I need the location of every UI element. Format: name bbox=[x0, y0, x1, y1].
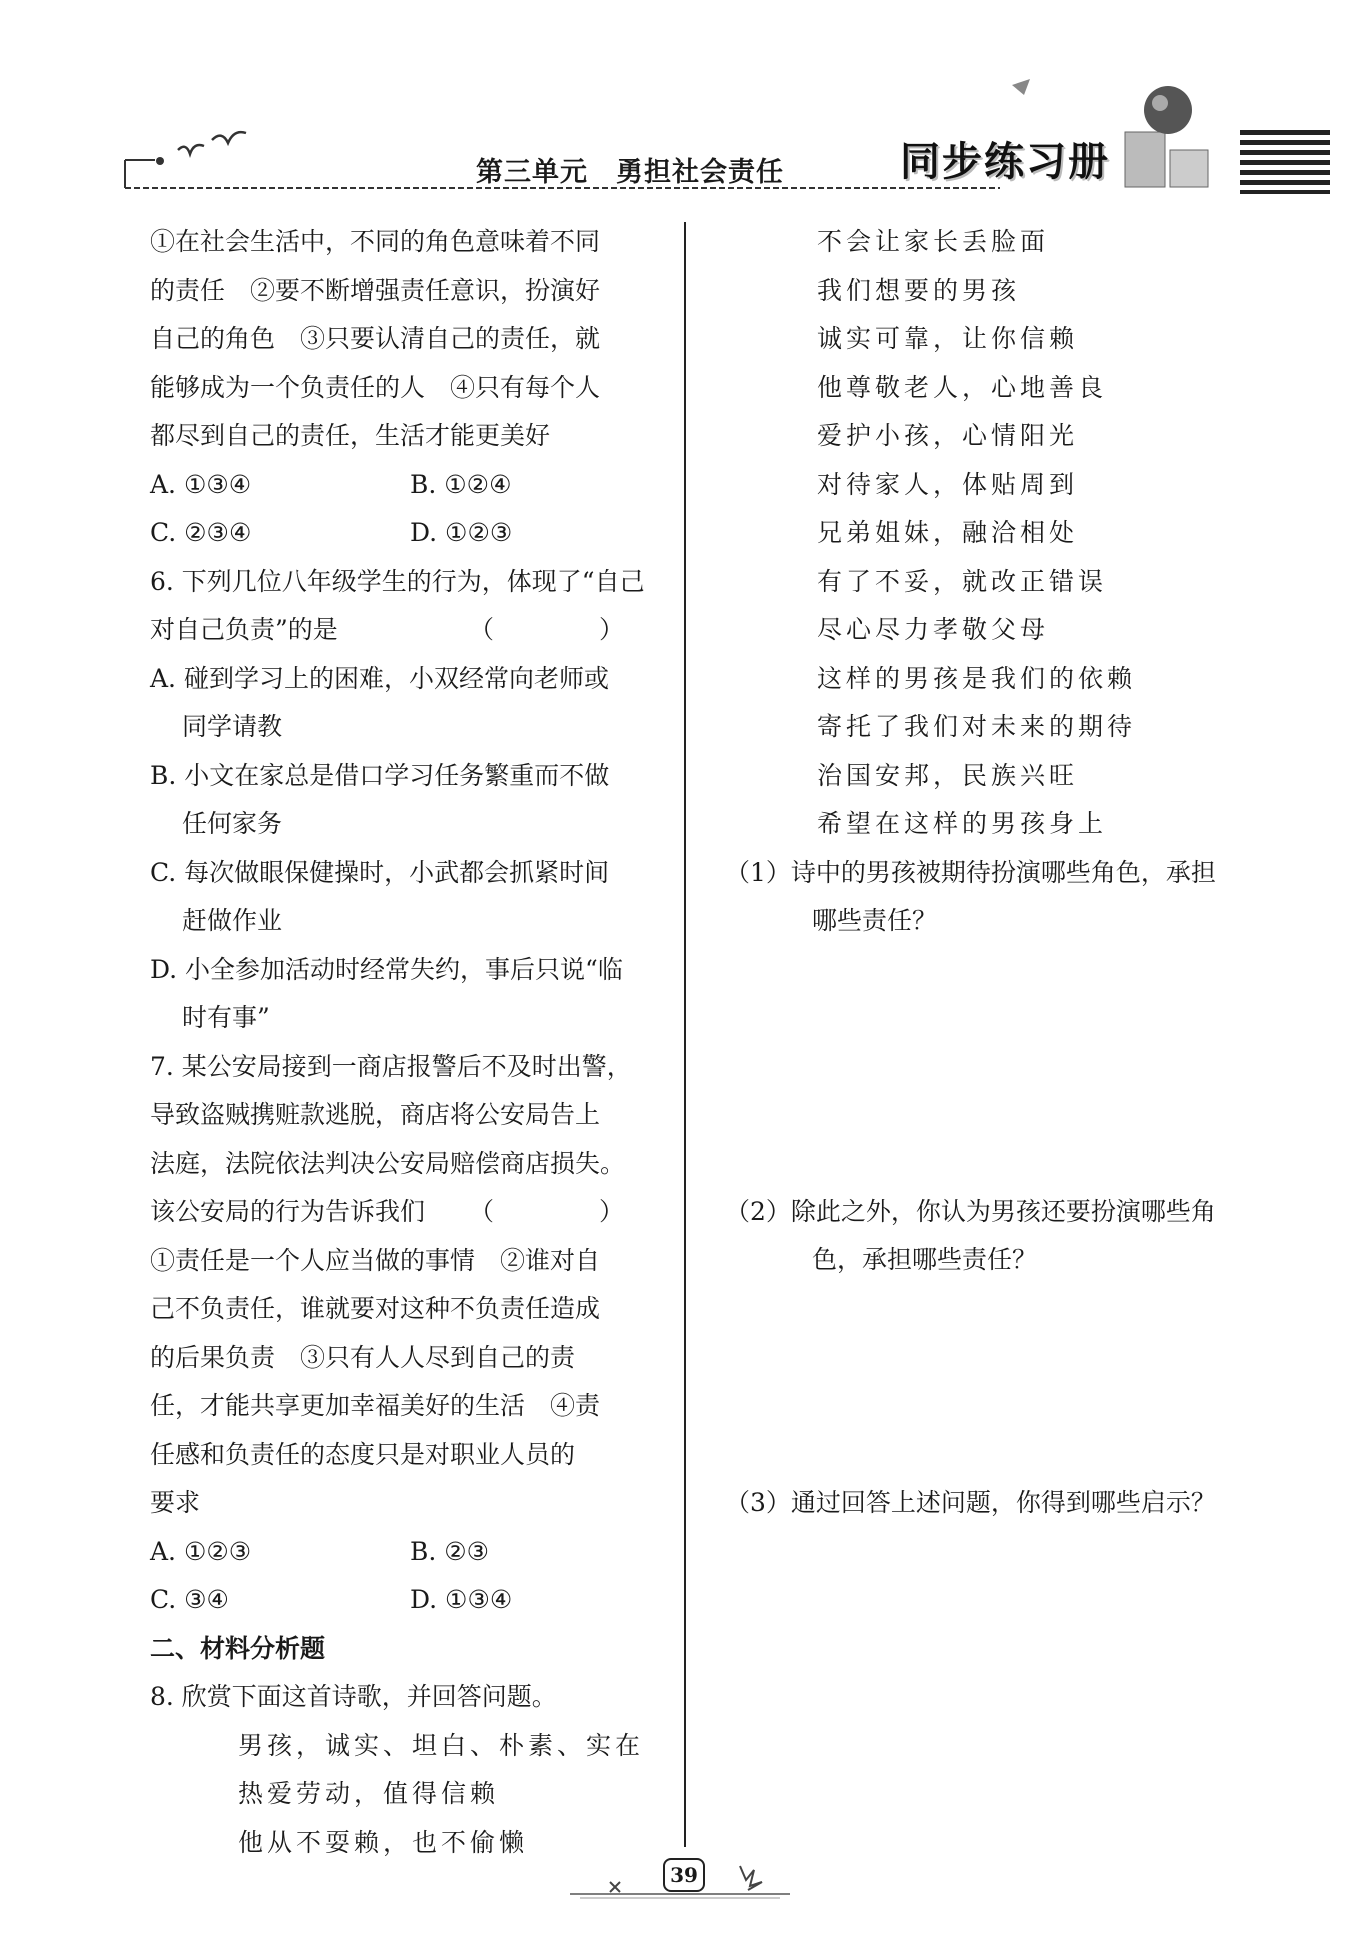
q7-statement: 要求 bbox=[150, 1488, 201, 1517]
right-column bbox=[725, 218, 1285, 1727]
poem-line: 他尊敬老人，心地善良 bbox=[817, 372, 1108, 402]
q5-option-d: D. ①②③ bbox=[410, 518, 513, 547]
poem-line: 热爱劳动，值得信赖 bbox=[238, 1779, 500, 1808]
poem-line: 他从不耍赖，也不偷懒 bbox=[238, 1827, 529, 1857]
q6-option-b-cont: 任何家务 bbox=[182, 809, 283, 838]
poem-line: 治国安邦，民族兴旺 bbox=[817, 760, 1079, 790]
q7-stem: 该公安局的行为告诉我们 bbox=[150, 1197, 426, 1226]
poem-line: 这样的男孩是我们的依赖 bbox=[817, 663, 1137, 693]
q7-stem-line bbox=[150, 1188, 670, 1237]
q7-options-row bbox=[150, 1528, 670, 1577]
q5-statement: 的责任 ②要不断增强责任意识，扮演好 bbox=[150, 275, 601, 305]
poem-line: 爱护小孩，心情阳光 bbox=[817, 421, 1079, 450]
q5-statement: 能够成为一个负责任的人 ④只有每个人 bbox=[150, 372, 601, 402]
q5-statement: ①在社会生活中，不同的角色意味着不同 bbox=[150, 227, 601, 256]
poem-line: 我们想要的男孩 bbox=[817, 275, 1021, 305]
q6-option-a-cont: 同学请教 bbox=[182, 712, 283, 741]
q7-statement: 任，才能共享更加幸福美好的生活 ④责 bbox=[150, 1391, 601, 1420]
q7-statement: 的后果负责 ③只有人人尽到自己的责 bbox=[150, 1342, 576, 1372]
left-column bbox=[150, 218, 670, 1867]
sub-question-2: （2）除此之外，你认为男孩还要扮演哪些角 bbox=[725, 1196, 1216, 1226]
q7-option-c: C. ③④ bbox=[150, 1585, 229, 1614]
page-footer bbox=[560, 1852, 800, 1912]
q7-option-b: B. ②③ bbox=[410, 1536, 490, 1566]
column-divider bbox=[684, 222, 686, 1847]
q6-stem-line bbox=[150, 606, 670, 655]
book-title: 同步练习册 bbox=[900, 139, 1110, 185]
q5-option-b: B. ①②④ bbox=[410, 469, 512, 499]
poem-line: 有了不妥，就改正错误 bbox=[817, 566, 1108, 596]
q7-stem: 7. 某公安局接到一商店报警后不及时出警， bbox=[150, 1051, 632, 1081]
q5-option-a: A. ①③④ bbox=[150, 469, 252, 499]
sub-question-1-cont: 哪些责任？ bbox=[812, 906, 938, 935]
answer-space[interactable] bbox=[725, 1527, 1285, 1727]
q6-stem: 6. 下列几位八年级学生的行为，体现了“自己 bbox=[150, 566, 645, 596]
poem-line: 不会让家长丢脸面 bbox=[817, 227, 1050, 256]
q6-option-d-cont: 时有事” bbox=[182, 1003, 270, 1032]
section-title: 二、材料分析题 bbox=[150, 1633, 326, 1663]
q6-option-d: D. 小全参加活动时经常失约，事后只说“临 bbox=[150, 954, 623, 984]
answer-space[interactable] bbox=[725, 1285, 1285, 1479]
q5-option-c: C. ②③④ bbox=[150, 518, 252, 547]
q6-option-c: C. 每次做眼保健操时，小武都会抓紧时间 bbox=[150, 857, 610, 887]
q7-options-row bbox=[150, 1576, 670, 1625]
page-number: 39 bbox=[663, 1858, 705, 1892]
poem-line: 兄弟姐妹，融洽相处 bbox=[817, 518, 1079, 547]
poem-line: 尽心尽力孝敬父母 bbox=[817, 615, 1050, 644]
q6-option-b: B. 小文在家总是借口学习任务繁重而不做 bbox=[150, 760, 610, 790]
q5-options-row bbox=[150, 461, 670, 510]
sub-question-2-cont: 色，承担哪些责任？ bbox=[812, 1245, 1038, 1274]
q7-statement: 己不负责任，谁就要对这种不负责任造成 bbox=[150, 1294, 601, 1323]
answer-paren: （ ） bbox=[468, 615, 664, 644]
sub-question-1: （1）诗中的男孩被期待扮演哪些角色，承担 bbox=[725, 857, 1216, 887]
q7-option-d: D. ①③④ bbox=[410, 1585, 513, 1614]
sub-question-3: （3）通过回答上述问题，你得到哪些启示？ bbox=[725, 1487, 1216, 1517]
q7-stem: 法庭，法院依法判决公安局赔偿商店损失。 bbox=[150, 1148, 626, 1178]
poem-line: 诚实可靠，让你信赖 bbox=[817, 324, 1079, 353]
q6-option-c-cont: 赶做作业 bbox=[182, 906, 283, 935]
q7-statement: ①责任是一个人应当做的事情 ②谁对自 bbox=[150, 1245, 601, 1275]
q7-statement: 任感和负责任的态度只是对职业人员的 bbox=[150, 1439, 576, 1469]
q5-statement: 自己的角色 ③只要认清自己的责任，就 bbox=[150, 324, 601, 353]
q5-statement: 都尽到自己的责任，生活才能更美好 bbox=[150, 421, 551, 450]
q7-stem: 导致盗贼携赃款逃脱，商店将公安局告上 bbox=[150, 1100, 601, 1129]
poem-line: 寄托了我们对未来的期待 bbox=[817, 712, 1137, 741]
q5-options-row bbox=[150, 509, 670, 558]
poem-line: 希望在这样的男孩身上 bbox=[817, 809, 1108, 838]
page-header bbox=[0, 0, 1350, 200]
answer-space[interactable] bbox=[725, 946, 1285, 1188]
poem-line: 男孩，诚实、坦白、朴素、实在 bbox=[238, 1730, 645, 1760]
q6-option-a: A. 碰到学习上的困难，小双经常向老师或 bbox=[150, 663, 609, 693]
q6-stem: 对自己负责”的是 bbox=[150, 615, 338, 644]
unit-title: 第三单元 勇担社会责任 bbox=[476, 157, 784, 188]
poem-line: 对待家人，体贴周到 bbox=[817, 469, 1079, 499]
q7-option-a: A. ①②③ bbox=[150, 1536, 252, 1566]
q8-stem: 8. 欣赏下面这首诗歌，并回答问题。 bbox=[150, 1682, 557, 1711]
answer-paren: （ ） bbox=[468, 1197, 664, 1226]
